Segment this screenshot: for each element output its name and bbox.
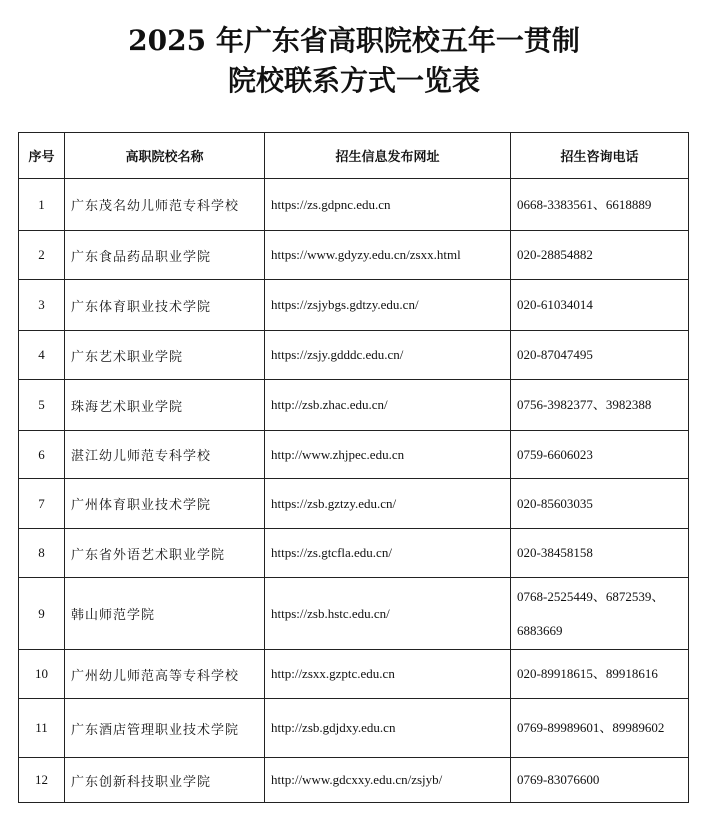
header-phone: 招生咨询电话 <box>511 133 689 179</box>
phone-number: 020-85603035 <box>511 479 689 529</box>
website-link[interactable]: https://zs.gtcfla.edu.cn/ <box>265 529 511 578</box>
contact-table <box>18 132 689 803</box>
table-row <box>19 758 689 803</box>
row-index: 8 <box>19 529 65 578</box>
school-name: 广东茂名幼儿师范专科学校 <box>65 179 265 231</box>
page-title-line1: 2025 年广东省高职院校五年一贯制 <box>128 24 580 57</box>
header-school-name: 高职院校名称 <box>65 133 265 179</box>
school-name: 广州幼儿师范高等专科学校 <box>65 650 265 699</box>
table-row <box>19 179 689 231</box>
phone-number: 0668-3383561、6618889 <box>511 179 689 231</box>
website-link[interactable]: https://zsjy.gdddc.edu.cn/ <box>265 331 511 380</box>
website-link[interactable]: http://zsb.zhac.edu.cn/ <box>265 380 511 431</box>
school-name: 广东创新科技职业学院 <box>65 758 265 803</box>
school-name: 广东食品药品职业学院 <box>65 231 265 280</box>
table-row <box>19 231 689 280</box>
row-index: 3 <box>19 280 65 331</box>
table-row <box>19 331 689 380</box>
page-title-line2: 院校联系方式一览表 <box>227 64 480 97</box>
phone-number: 020-89918615、89918616 <box>511 650 689 699</box>
row-index: 12 <box>19 758 65 803</box>
school-name: 广东酒店管理职业技术学院 <box>65 699 265 758</box>
header-index: 序号 <box>19 133 65 179</box>
website-link[interactable]: http://www.zhjpec.edu.cn <box>265 431 511 479</box>
website-link[interactable]: https://zsjybgs.gdtzy.edu.cn/ <box>265 280 511 331</box>
phone-number: 0768-2525449、6872539、6883669 <box>511 578 689 650</box>
row-index: 9 <box>19 578 65 650</box>
row-index: 7 <box>19 479 65 529</box>
website-link[interactable]: https://zs.gdpnc.edu.cn <box>265 179 511 231</box>
row-index: 4 <box>19 331 65 380</box>
website-link[interactable]: https://zsb.hstc.edu.cn/ <box>265 578 511 650</box>
school-name: 广州体育职业技术学院 <box>65 479 265 529</box>
table-row <box>19 479 689 529</box>
table-row <box>19 380 689 431</box>
school-name: 珠海艺术职业学院 <box>65 380 265 431</box>
row-index: 10 <box>19 650 65 699</box>
website-link[interactable]: https://zsb.gztzy.edu.cn/ <box>265 479 511 529</box>
school-name: 湛江幼儿师范专科学校 <box>65 431 265 479</box>
school-name: 韩山师范学院 <box>65 578 265 650</box>
school-name: 广东体育职业技术学院 <box>65 280 265 331</box>
header-website: 招生信息发布网址 <box>265 133 511 179</box>
table-row <box>19 431 689 479</box>
table-row <box>19 529 689 578</box>
phone-number: 020-38458158 <box>511 529 689 578</box>
website-link[interactable]: http://zsb.gdjdxy.edu.cn <box>265 699 511 758</box>
website-link[interactable]: https://www.gdyzy.edu.cn/zsxx.html <box>265 231 511 280</box>
row-index: 11 <box>19 699 65 758</box>
school-name: 广东省外语艺术职业学院 <box>65 529 265 578</box>
row-index: 2 <box>19 231 65 280</box>
phone-number: 0756-3982377、3982388 <box>511 380 689 431</box>
table-row <box>19 578 689 650</box>
phone-number: 0769-83076600 <box>511 758 689 803</box>
phone-number: 0769-89989601、89989602 <box>511 699 689 758</box>
website-link[interactable]: http://zsxx.gzptc.edu.cn <box>265 650 511 699</box>
school-name: 广东艺术职业学院 <box>65 331 265 380</box>
phone-number: 0759-6606023 <box>511 431 689 479</box>
phone-number: 020-87047495 <box>511 331 689 380</box>
website-link[interactable]: http://www.gdcxxy.edu.cn/zsjyb/ <box>265 758 511 803</box>
phone-number: 020-28854882 <box>511 231 689 280</box>
row-index: 6 <box>19 431 65 479</box>
row-index: 1 <box>19 179 65 231</box>
table-header-row <box>19 133 689 179</box>
row-index: 5 <box>19 380 65 431</box>
table-row <box>19 699 689 758</box>
phone-number: 020-61034014 <box>511 280 689 331</box>
table-row <box>19 650 689 699</box>
table-row <box>19 280 689 331</box>
